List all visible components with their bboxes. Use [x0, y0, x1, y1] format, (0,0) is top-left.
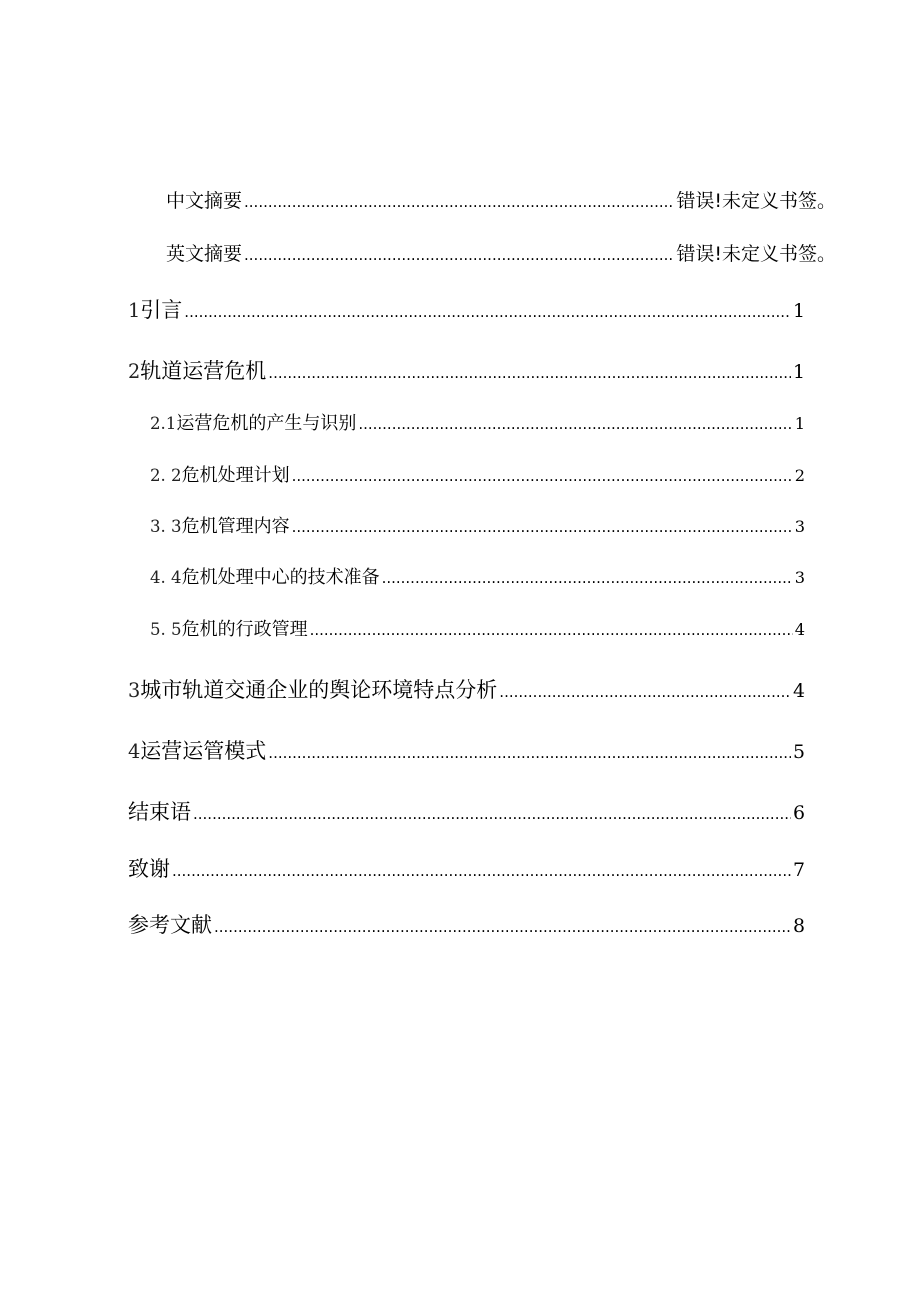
toc-entry-page: 错误!未定义书签。: [676, 190, 836, 212]
toc-entry-number: 4: [128, 740, 141, 763]
toc-entry-conclusion[interactable]: [128, 796, 805, 826]
toc-entry-number: 5. 5: [150, 620, 182, 639]
toc-entry-title: 运营运管模式: [140, 739, 267, 763]
dot-leader: [172, 862, 791, 880]
dot-leader: [244, 193, 674, 211]
toc-entry-page: 8: [792, 915, 805, 937]
dot-leader: [499, 683, 791, 701]
toc-entry-number: 1: [128, 299, 141, 322]
toc-entry-chapter-4[interactable]: [128, 735, 805, 765]
toc-entry-title: 致谢: [128, 857, 170, 881]
toc-entry-chapter-2[interactable]: [128, 355, 805, 385]
toc-entry-chapter-3[interactable]: [128, 674, 805, 704]
toc-entry-page: 7: [792, 859, 805, 881]
dot-leader: [268, 744, 791, 762]
toc-entry-introduction[interactable]: [128, 294, 805, 324]
toc-entry-number: 4. 4: [150, 568, 182, 587]
toc-entry-title: 引言: [140, 298, 183, 322]
toc-entry-page: 2: [794, 466, 805, 485]
toc-entry-page: 1: [792, 300, 805, 322]
toc-entry-title: 运营危机的产生与识别: [176, 413, 357, 434]
toc-entry-references[interactable]: [128, 909, 805, 939]
toc-entry-page: 4: [792, 680, 805, 702]
toc-entry-title: 参考文献: [128, 913, 212, 937]
toc-entry-title: 中文摘要: [166, 190, 243, 212]
toc-entry-title: 英文摘要: [166, 243, 243, 265]
toc-entry-page: 6: [792, 802, 805, 824]
toc-entry-title: 结束语: [128, 800, 191, 824]
toc-entry-page: 1: [794, 414, 805, 433]
toc-entry-number: 2.1: [150, 414, 177, 433]
toc-entry-english-abstract[interactable]: [166, 239, 836, 266]
toc-entry-chinese-abstract[interactable]: [166, 186, 836, 213]
toc-entry-number: 3: [128, 679, 141, 702]
toc-entry-title: 危机的行政管理: [181, 619, 308, 640]
toc-entry-section-2-2[interactable]: [150, 461, 805, 487]
toc-entry-page: 错误!未定义书签。: [676, 243, 836, 265]
dot-leader: [193, 805, 791, 823]
toc-entry-title: 危机处理中心的技术准备: [181, 567, 380, 588]
dot-leader: [214, 918, 791, 936]
toc-entry-section-2-1[interactable]: [150, 409, 805, 435]
toc-entry-page: 1: [792, 361, 805, 383]
toc-entry-number: 3. 3: [150, 517, 182, 536]
dot-leader: [382, 569, 793, 587]
dot-leader: [310, 621, 793, 639]
toc-entry-page: 3: [794, 568, 805, 587]
toc-entry-acknowledgements[interactable]: [128, 853, 805, 883]
toc-entry-title: 轨道运营危机: [140, 359, 267, 383]
toc-entry-section-3-3[interactable]: [150, 512, 805, 538]
dot-leader: [268, 364, 791, 382]
dot-leader: [358, 415, 792, 433]
toc-entry-section-5-5[interactable]: [150, 615, 805, 641]
toc-entry-page: 3: [794, 517, 805, 536]
toc-entry-title: 危机管理内容: [181, 516, 290, 537]
toc-entry-page: 4: [794, 620, 805, 639]
dot-leader: [292, 467, 793, 485]
toc-entry-title: 城市轨道交通企业的舆论环境特点分析: [140, 678, 498, 702]
toc-entry-page: 5: [792, 741, 805, 763]
toc-entry-number: 2. 2: [150, 466, 182, 485]
dot-leader: [292, 518, 793, 536]
toc-entry-title: 危机处理计划: [181, 465, 290, 486]
toc-entry-number: 2: [128, 360, 141, 383]
dot-leader: [184, 303, 791, 321]
toc-entry-section-4-4[interactable]: [150, 563, 805, 589]
dot-leader: [244, 246, 674, 264]
